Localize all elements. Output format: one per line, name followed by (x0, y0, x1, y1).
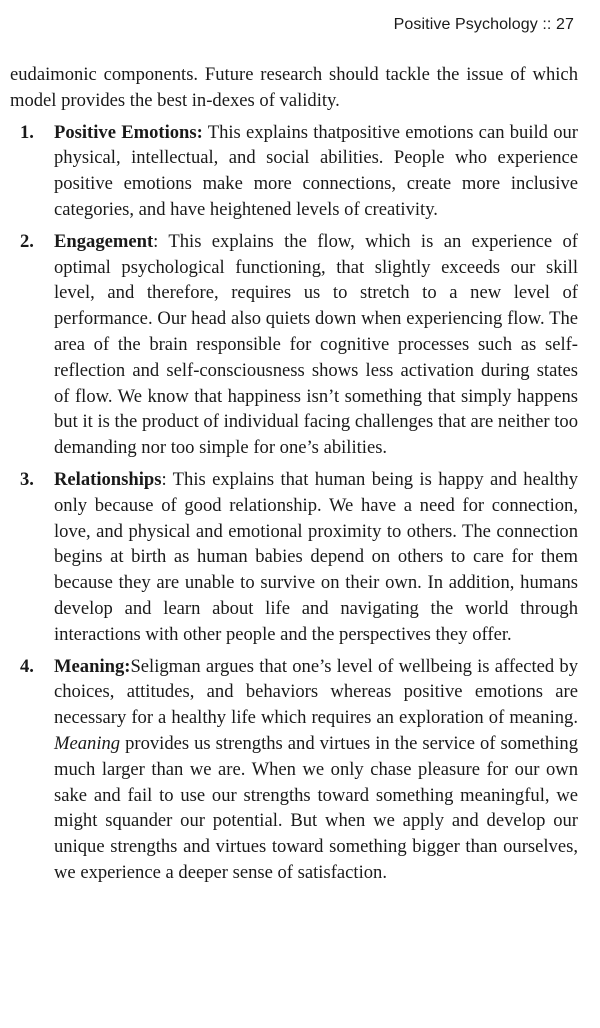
list-item-number: 3. (20, 468, 34, 490)
running-header: Positive Psychology :: 27 (393, 16, 574, 33)
list-item-text: This explains thatpositive emotions can build our physical, intellectual, and social abilities. People who experience positive emotions make more connections, create more inclusive categories, and have heightened levels of creativity. (54, 121, 578, 220)
list-item-relationships (10, 467, 578, 648)
intro-paragraph: eudaimonic components. Future research should tackle the issue of which model provides the best in-dexes of validity. (10, 64, 578, 111)
list-item-text: : This explains the flow, which is an experience of optimal psychological functioning, that slightly exceeds our skill level, and therefore, requires us to stretch to a new level of performance. Our head also quiets down when experiencing flow. The area of the brain responsible for cognitive processes such as self-reflection and self-consciousness shows less activation during states of flow. We know that happiness isn’t something that simply happens but it is the product of individual facing challenges that are neither too demanding nor too simple for one’s abilities. (54, 230, 578, 459)
list-item-heading: Relationships (54, 468, 162, 490)
list-item-positive-emotions (10, 120, 578, 223)
list-item-meaning (10, 654, 578, 886)
page-body (10, 62, 578, 892)
list-item-number: 4. (20, 655, 34, 677)
list-item-text: : This explains that human being is happy and healthy only because of good relationship. We have a need for connection, love, and physical and emotional proximity to others. The connection begins at birth as human babies depend on others to care for them because they are unable to survive on their own. In addition, humans develop and learn about life and navigating the world through interactions with other people and the perspectives they offer. (54, 468, 578, 645)
list-item-heading: Positive Emotions: (54, 121, 203, 143)
list-item-heading: Meaning: (54, 655, 131, 677)
list-item-number: 2. (20, 230, 34, 252)
list-item-number: 1. (20, 121, 34, 143)
list-item-text-continued: provides us strengths and virtues in the service of something much larger than we are. When we only chase pleasure for our own sake and fail to use our strengths toward something meaningful, we might squander our potential. But when we apply and develop our unique strengths and virtues toward something bigger than ourselves, we experience a deeper sense of satisfaction. (54, 732, 578, 883)
list-item-heading: Engagement (54, 230, 154, 252)
emphasis-term: Meaning (54, 732, 121, 754)
list-item-text: Seligman argues that one’s level of wellbeing is affected by choices, attitudes, and behaviors whereas positive emotions are necessary for a healthy life which requires an exploration of meaning. (54, 655, 578, 729)
list-item-engagement (10, 229, 578, 461)
